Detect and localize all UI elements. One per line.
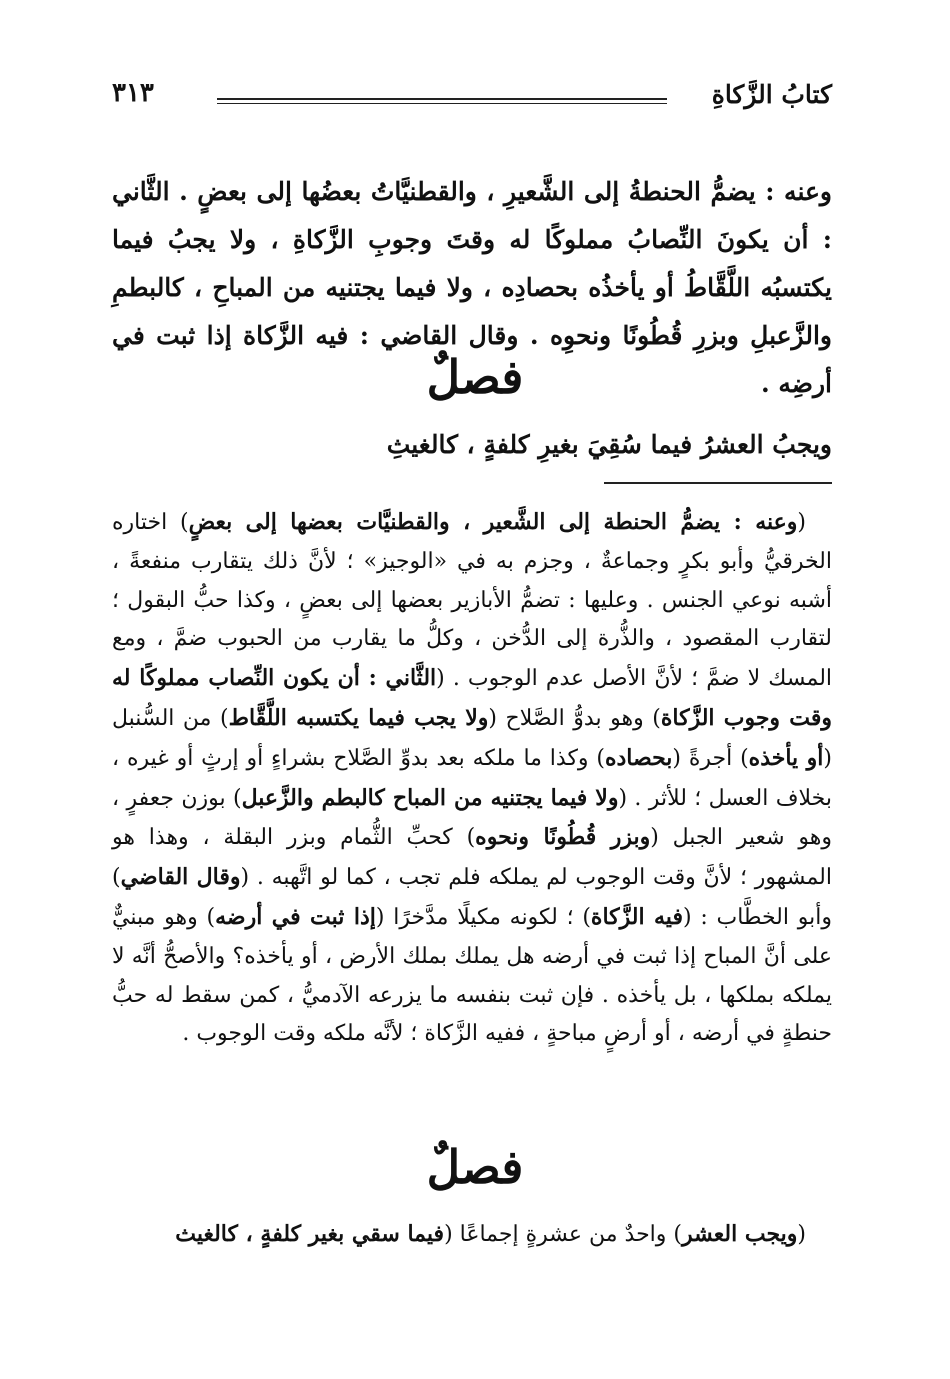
bold-matn-segment: ولا يجب فيما يكتسبه اللَّقَّاط xyxy=(228,704,489,731)
bold-matn-segment: إذا ثبت في أرضه xyxy=(215,903,376,930)
bold-matn-segment: وعنه : يضمُّ الحنطة إلى الشَّعير ، والقطنيَّات بعضها إلى بعضٍ xyxy=(188,509,798,535)
commentary-segment: ) ؛ لكونه مكيلًا مدَّخرًا ( xyxy=(375,904,591,930)
header-rule xyxy=(217,98,667,104)
matn-line: ويجبُ العشرُ فيما سُقِيَ بغيرِ كلفةٍ ، كالغيثِ xyxy=(386,430,832,459)
bold-matn-segment: ولا فيما يجتنيه من المباح كالبطم والزَّعبل xyxy=(241,784,619,811)
commentary-segment: ) اختاره الخرقيُّ وأبو بكرٍ وجماعةٌ ، وجزم به في «الوجيز» ؛ لأنَّ ذلك يتقارب منفعةً ، أشبه نوعي الجنس . وعليها : تضمُّ الأبازير بعضها إلى بعضٍ ، وكذا حبُّ البقول ؛ لتقارب المقصود ، والذُّرة إلى الدُّخن ، وكلُّ ما يقارب من الحبوب ضمَّ ، ومع المسك لا ضمَّ ؛ لأنَّ الأصل عدم الوجوب . ( xyxy=(112,510,833,692)
bold-matn-segment: وبزر قُطُونًا ونحوه xyxy=(475,824,651,851)
running-title: كتابُ الزَّكاةِ xyxy=(711,80,832,109)
open-paren: ( xyxy=(797,1222,806,1247)
bold-matn: فيما سقي بغير كلفةٍ ، كالغيث xyxy=(175,1221,445,1247)
bold-matn-segment: بحصاده xyxy=(604,744,673,771)
bold-matn-segment: فيه الزَّكاة xyxy=(590,903,683,930)
page-header xyxy=(112,78,832,118)
commentary-segment: ) من السُّنبل ( xyxy=(112,705,833,771)
commentary-segment: ( xyxy=(797,510,806,535)
matn-divider xyxy=(604,482,832,484)
commentary-segment: ) أجرةً ( xyxy=(672,745,749,771)
section-heading: فصلٌ xyxy=(426,350,524,404)
commentary-last-line xyxy=(112,1215,832,1254)
bold-matn-segment: وقال القاضي xyxy=(120,864,241,891)
page-number: ٣١٣ xyxy=(112,78,154,108)
commentary-paragraph xyxy=(112,503,832,1054)
bold-matn-segment: الثَّاني : أن يكون النِّصاب مملوكًا له وقت وجوب الزَّكاة xyxy=(112,665,833,731)
commentary-segment: ) وهو بدوُّ الصَّلاح ( xyxy=(488,705,661,731)
matn-paragraph: وعنه : يضمُّ الحنطةُ إلى الشَّعيرِ ، والقطنيَّاتُ بعضُها إلى بعضٍ . الثَّاني : أن يكونَ النِّصابُ مملوكًا له وقتَ وجوبِ الزَّكاةِ ، ولا يجبُ فيما يكتسبُه اللَّقَّاطُ أو يأخذُه بحصادِه ، ولا فيما يجتنيه من المباحِ ، كالبطمِ والزَّعبلِ وبزرِ قُطُونًا ونحوِه . وقال القاضي : فيه الزَّكاة إذا ثبت في أرضِه . xyxy=(112,177,832,398)
commentary-segment: ) وكذا ما ملكه بعد بدوِّ الصَّلاح بشراءٍ أو إرثٍ أو غيره ، بخلاف العسل ؛ للأثر . ( xyxy=(112,745,832,811)
section-heading-2: فصلٌ xyxy=(426,1140,524,1194)
bold-matn-segment: أو يأخذه xyxy=(748,744,824,771)
commentary-segment: ) بوزن جعفرٍ ، وهو شعير الجبل ( xyxy=(112,785,832,851)
bold-matn: ويجب العشر xyxy=(682,1221,798,1247)
commentary-segment: ) كحبِّ الثُّمام وبزر البقلة ، وهذا هو المشهور ؛ لأنَّ وقت الوجوب لم يملكه فلم تجب ، كما لو اتَّهبه . ( xyxy=(112,825,832,891)
commentary-text: ) واحدٌ من عشرةٍ إجماعًا ( xyxy=(444,1222,682,1247)
commentary-segment: ) وهو مبنيٌّ على أنَّ المباح إذا ثبت في أرضه هل يملك بملك الأرض ، أو يأخذه؟ والأصحُّ أنَّه لا يملكه بملكها ، بل يأخذه . فإن ثبت بنفسه ما يزرعه الآدميُّ ، كمن سقط له حبُّ حنطةٍ في أرضه ، أو أرضٍ مباحةٍ ، ففيه الزَّكاة ؛ لأنَّه ملكه وقت الوجوب . xyxy=(112,904,832,1047)
commentary-text xyxy=(112,503,832,1054)
commentary-segment: ) وأبو الخطَّاب : ( xyxy=(112,865,832,930)
